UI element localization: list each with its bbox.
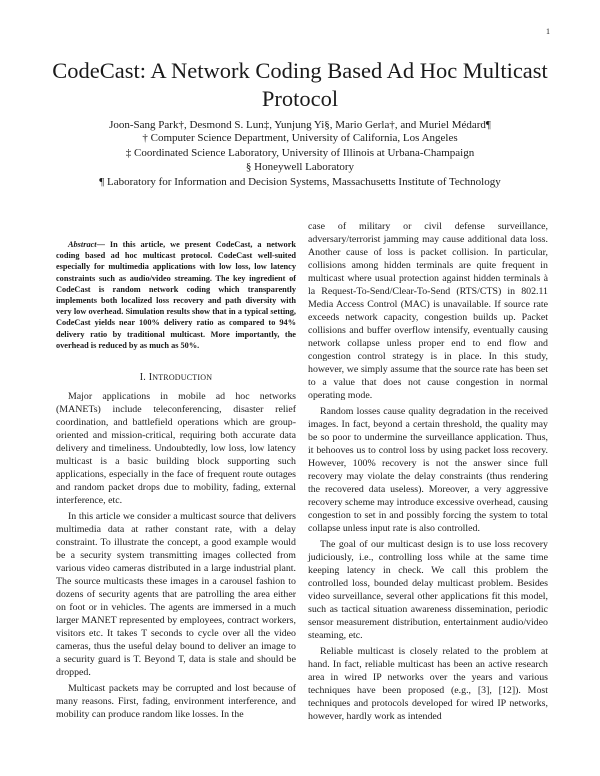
- section-initial: I: [148, 372, 153, 384]
- paragraph: In this article we consider a multicast source that delivers multimedia data at rather constant rate, with a delay constraint. To illustrate the concept, a good example would be a security system transmitting images collected from various video cameras distributed in a large industrial plant. The source multicasts these images in a carousel fashion to dozens of security agents that are patrolling the area either on foot or in vehicles. The agents are immersed in a much larger MANET represented by employees, contract workers, visitors etc. It takes T seconds to cycle over all the video cameras, thus the useful delay bound to deliver an image to a security guard is T. Beyond T, data is stale and should be dropped.: [56, 511, 296, 679]
- paragraph: The goal of our multicast design is to use loss recovery judiciously, i.e., controlling loss while at the same time keeping latency in check. We call this problem the controlled loss, bounded delay multicast problem. Besides video surveillance, several other applications fit this model, such as tactical situation awareness dissemination, periodic sensor measurement distribution, entertainment audio/video steaming, etc.: [308, 539, 548, 641]
- paragraph: Multicast packets may be corrupted and lost because of many reasons. First, fading, environment interference, and mobility can produce random like losses. In the: [56, 683, 296, 721]
- paragraph: Major applications in mobile ad hoc networks (MANETs) include teleconferencing, disaster relief coordination, and battlefield operations which are group-oriented and mission-critical, requiring both accurate data delivery and timeliness. Undoubtedly, low loss, low latency multicast is a basic building block supporting such applications, especially in the face of frequent route outages and random packet drops due to mobility, fading, external interference, etc.: [56, 391, 296, 507]
- left-column: [56, 221, 296, 721]
- affiliation-list: [40, 131, 560, 189]
- affiliation-ucla: † Computer Science Department, University of California, Los Angeles: [142, 132, 458, 144]
- affiliation-honeywell: § Honeywell Laboratory: [245, 161, 355, 174]
- paper-title: CodeCast: A Network Coding Based Ad Hoc Multicast Protocol: [52, 58, 548, 111]
- paragraph: Random losses cause quality degradation in the received images. In fact, beyond a certain threshold, the quality may be so poor to undermine the surveillance application. Thus, it behooves us to control loss by using packet loss recovery. However, 100% recovery is not the answer since full recovery may violate the delay constraints (thus rendering the recovered data useless). Moreover, a very aggressive recovery scheme may introduce excessive overhead, causing congestion to set in and possibly forcing the system to total collapse unless input rate is also controlled.: [308, 406, 548, 534]
- abstract: [56, 239, 296, 351]
- paragraph: Reliable multicast is closely related to the problem at hand. In fact, reliable multicast has been an active research area in wired IP networks over the years and various techniques have been proposed (e.g., [3], [12]). Most techniques and protocols developed for wired IP networks, however, hardly work as intended: [308, 646, 548, 722]
- abstract-lead: Abstract: [68, 240, 97, 249]
- paragraph: case of military or civil defense surveillance, adversary/terrorist jamming may cause additional data loss. Another cause of loss is packet collision. In particular, collisions among hidden terminals are quite frequent in multicast where usual protection against hidden terminals à la Request-To-Send/Clear-To-Send (RTS/CTS) in 802.11 Media Access Control (MAC) is unavailable. If source rate exceeds network capacity, congestion builds up. Packet collisions and buffer overflow intensify, eventually causing network collapse unless proper end to end flow and congestion control strategy is in place. In this study, however, we simply assume that the source rate has been set to a value that does not cause congestion in normal operating mode.: [308, 221, 548, 401]
- section-title-rest: NTRODUCTION: [152, 373, 213, 383]
- abstract-text: — In this article, we present CodeCast, a network coding based ad hoc multicast protocol. CodeCast well-suited especially for multimedia applications with low loss, low latency constraints such as audio/video streaming. The key ingredient of CodeCast is random network coding which transparently implements both localized loss recovery and path diversity with very low overhead. Simulation results show that in a typical setting, CodeCast yields near 100% delivery ratio as compared to 94% delivery ratio by traditional multicast. More importantly, the overhead is reduced by as much as 50%.: [56, 240, 296, 350]
- section-heading: [56, 371, 296, 384]
- affiliation-uiuc: ‡ Coordinated Science Laboratory, University of Illinois at Urbana-Champaign: [125, 146, 475, 159]
- page-number: 1: [546, 27, 550, 36]
- section-number: I.: [139, 372, 146, 384]
- affiliation-mit: ¶ Laboratory for Information and Decision Systems, Massachusetts Institute of Technology: [99, 175, 501, 188]
- author-list: Joon-Sang Park†, Desmond S. Lun‡, Yunjung Yi§, Mario Gerla†, and Muriel Médard¶: [109, 119, 491, 131]
- right-column: [308, 220, 548, 723]
